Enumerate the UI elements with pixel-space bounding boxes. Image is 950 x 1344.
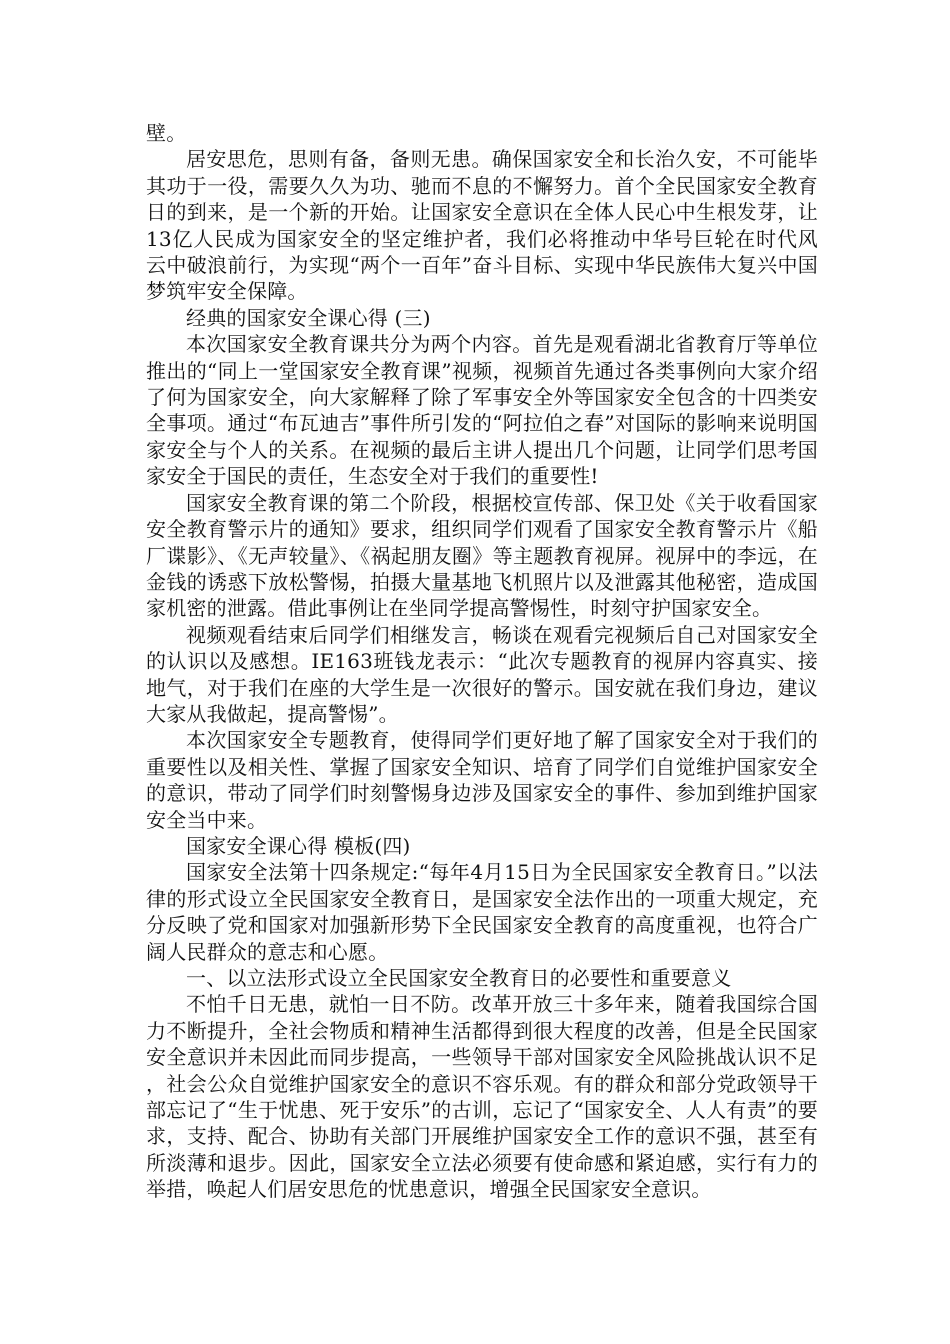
paragraph: 视频观看结束后同学们相继发言，畅谈在观看完视频后自己对国家安全的认识以及感想。IE163班钱龙表示：“此次专题教育的视屏内容真实、接地气，对于我们在座的大学生是一次很好的警示。国安就在我们身边，建议大家从我做起，提高警惕”。 xyxy=(146,622,818,726)
paragraph: 不怕千日无患，就怕一日不防。改革开放三十多年来，随着我国综合国力不断提升，全社会物质和精神生活都得到很大程度的改善，但是全民国家安全意识并未因此而同步提高，一些领导干部对国家安全风险挑战认识不足，社会公众自觉维护国家安全的意识不容乐观。有的群众和部分党政领导干部忘记了“生于忧患、死于安乐”的古训，忘记了“国家安全、人人有责”的要求，支持、配合、协助有关部门开展维护国家安全工作的意识不强，甚至有所淡薄和退步。因此，国家安全立法必须要有使命感和紧迫感，实行有力的举措，唤起人们居安思危的忧患意识，增强全民国家安全意识。 xyxy=(146,992,818,1202)
document-body xyxy=(146,120,818,1203)
paragraph: 本次国家安全教育课共分为两个内容。首先是观看湖北省教育厅等单位推出的“同上一堂国家安全教育课”视频，视频首先通过各类事例向大家介绍了何为国家安全，向大家解释了除了军事安全外等国家安全包含的十四类安全事项。通过“布瓦迪吉”事件所引发的“阿拉伯之春”对国际的影响来说明国家安全与个人的关系。在视频的最后主讲人提出几个问题，让同学们思考国家安全于国民的责任，生态安全对于我们的重要性! xyxy=(146,332,818,489)
section-heading: 经典的国家安全课心得 (三) xyxy=(186,305,431,330)
paragraph: 居安思危，思则有备，备则无患。确保国家安全和长治久安，不可能毕其功于一役，需要久久为功、驰而不息的不懈努力。首个全民国家安全教育日的到来，是一个新的开始。让国家安全意识在全体人民心中生根发芽，让13亿人民成为国家安全的坚定维护者，我们必将推动中华号巨轮在时代风云中破浪前行，为实现“两个一百年”奋斗目标、实现中华民族伟大复兴中国梦筑牢安全保障。 xyxy=(146,147,818,304)
subsection-heading: 一、以立法形式设立全民国家安全教育日的必要性和重要意义 xyxy=(186,966,732,990)
paragraph: 国家安全教育课的第二个阶段，根据校宣传部、保卫处《关于收看国家安全教育警示片的通知》要求，组织同学们观看了国家安全教育警示片《船厂谍影》、《无声较量》、《祸起朋友圈》等主题教育视屏。视屏中的李远，在金钱的诱惑下放松警惕，拍摄大量基地飞机照片以及泄露其他秘密，造成国家机密的泄露。借此事例让在坐同学提高警惕性，时刻守护国家安全。 xyxy=(146,490,818,621)
paragraph: 本次国家安全专题教育，使得同学们更好地了解了国家安全对于我们的重要性以及相关性、掌握了国家安全知识、培育了同学们自觉维护国家安全的意识，带动了同学们时刻警惕身边涉及国家安全的事件、参加到维护国家安全当中来。 xyxy=(146,728,818,832)
section-heading: 国家安全课心得 模板(四) xyxy=(186,833,411,858)
paragraph: 国家安全法第十四条规定:“每年4月15日为全民国家安全教育日。”以法律的形式设立全民国家安全教育日，是国家安全法作出的一项重大规定，充分反映了党和国家对加强新形势下全民国家安全教育的高度重视，也符合广阔人民群众的意志和心愿。 xyxy=(146,860,818,964)
paragraph-continuation: 壁。 xyxy=(146,121,187,145)
